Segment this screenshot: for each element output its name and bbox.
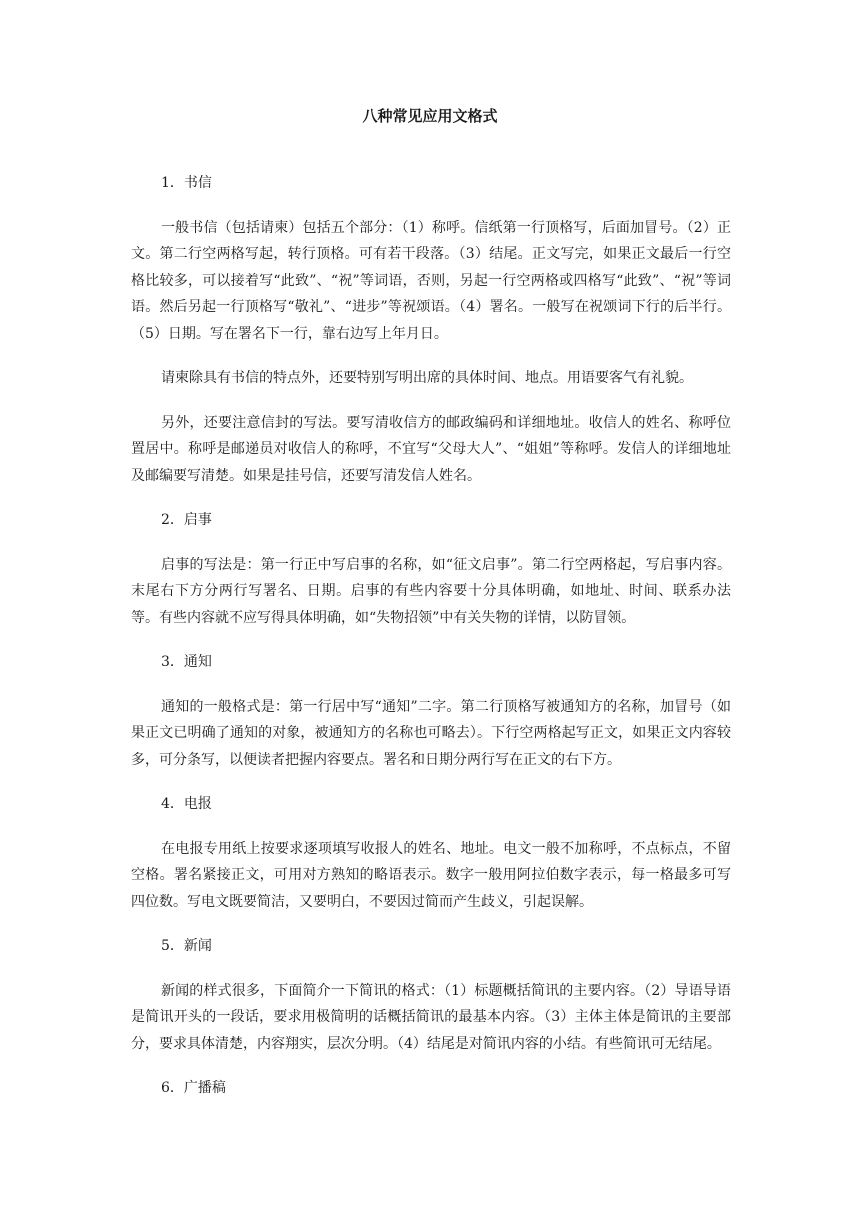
paragraph: 新闻的样式很多，下面简介一下简讯的格式：（1）标题概括简讯的主要内容。（2）导语导语是简讯开头的一段话，要求用极简明的话概括简讯的最基本内容。（3）主体主体是简讯的主要部分，要求具体清楚，内容翔实，层次分明。（4）结尾是对简讯内容的小结。有些简讯可无结尾。 — [131, 982, 731, 1052]
section-notice-announcement — [131, 507, 731, 631]
section-broadcast-script — [131, 1075, 731, 1102]
paragraph: 在电报专用纸上按要求逐项填写收报人的姓名、地址。电文一般不加称呼，不点标点，不留空格。署名紧接正文，可用对方熟知的略语表示。数字一般用阿拉伯数字表示，每一格最多可写四位数。写电文既要简洁，又要明白，不要因过简而产生歧义，引起误解。 — [131, 840, 731, 910]
paragraph: 另外，还要注意信封的写法。要写清收信方的邮政编码和详细地址。收信人的姓名、称呼位置居中。称呼是邮递员对收信人的称呼，不宜写“父母大人”、“姐姐”等称呼。发信人的详细地址及邮编要写清楚。如果是挂号信，还要写清发信人姓名。 — [131, 414, 731, 484]
paragraph: 请柬除具有书信的特点外，还要特别写明出席的具体时间、地点。用语要客气有礼貌。 — [161, 370, 693, 386]
section-heading: 2．启事 — [161, 512, 212, 528]
paragraph: 通知的一般格式是：第一行居中写“通知”二字。第二行顶格写被通知方的名称，加冒号（如果正文已明确了通知的对象，被通知方的名称也可略去）。下行空两格起写正文，如果正文内容较多，可分条写，以便读者把握内容要点。署名和日期分两行写在正文的右下方。 — [131, 698, 731, 768]
paragraph: 启事的写法是：第一行正中写启事的名称，如“征文启事”。第二行空两格起，写启事内容。末尾右下方分两行写署名、日期。启事的有些内容要十分具体明确，如地址、时间、联系办法等。有些内容就不应写得具体明确，如“失物招领”中有关失物的详情，以防冒领。 — [131, 556, 731, 626]
document-title: 八种常见应用文格式 — [362, 107, 498, 125]
paragraph: 一般书信（包括请柬）包括五个部分：（1）称呼。信纸第一行顶格写，后面加冒号。（2）正文。第二行空两格写起，转行顶格。可有若干段落。（3）结尾。正文写完，如果正文最后一行空格比较多，可以接着写“此致”、“祝”等词语，否则，另起一行空两格或四格写“此致”、“祝”等词语。然后另起一行顶格写“敬礼”、“进步”等祝颂语。（4）署名。一般写在祝颂词下行的后半行。（5）日期。写在署名下一行，靠右边写上年月日。 — [131, 219, 731, 342]
section-heading: 1．书信 — [161, 175, 212, 191]
section-heading: 3．通知 — [161, 654, 212, 670]
section-telegram — [131, 791, 731, 915]
section-heading: 6．广播稿 — [161, 1080, 226, 1096]
section-heading: 4．电报 — [161, 796, 212, 812]
section-heading: 5．新闻 — [161, 938, 212, 954]
section-news — [131, 933, 731, 1057]
section-letter — [131, 170, 731, 489]
section-notification — [131, 649, 731, 773]
document-body — [131, 170, 731, 1120]
